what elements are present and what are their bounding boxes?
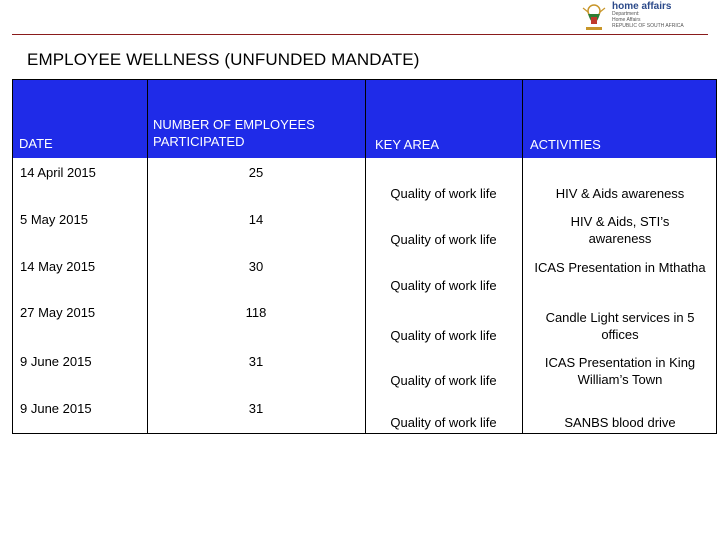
cell-activity: HIV & Aids awareness: [555, 186, 685, 201]
cell-key-area: Quality of work life: [390, 415, 497, 430]
cell-employees: 118: [245, 305, 267, 320]
cell-date: 9 June 2015: [20, 354, 92, 369]
page-title: EMPLOYEE WELLNESS (UNFUNDED MANDATE): [27, 50, 420, 69]
header-employees: NUMBER OF EMPLOYEES PARTICIPATED: [153, 117, 315, 149]
coat-of-arms-icon: [580, 2, 608, 32]
cell-date: 14 April 2015: [20, 165, 96, 180]
logo-country: REPUBLIC OF SOUTH AFRICA: [612, 23, 684, 29]
column-divider: [522, 80, 523, 433]
logo-text: [612, 3, 684, 29]
column-divider: [365, 80, 366, 433]
cell-employees: 30: [248, 259, 264, 274]
cell-employees: 31: [248, 401, 264, 416]
cell-key-area: Quality of work life: [390, 232, 497, 247]
logo-dept-name: Home Affairs: [612, 17, 641, 23]
cell-employees: 31: [248, 354, 264, 369]
cell-date: 27 May 2015: [20, 305, 96, 320]
header-date: DATE: [19, 136, 53, 151]
cell-employees: 25: [248, 165, 264, 180]
header-key-area: KEY AREA: [375, 137, 440, 152]
cell-date: 5 May 2015: [20, 212, 88, 227]
cell-date: 14 May 2015: [20, 259, 96, 274]
cell-activity: Candle Light services in 5 offices: [545, 310, 695, 342]
cell-key-area: Quality of work life: [390, 278, 497, 293]
logo-dept: Department:: [612, 11, 640, 17]
cell-key-area: Quality of work life: [390, 328, 497, 343]
department-logo: [580, 2, 708, 32]
cell-activity: ICAS Presentation in King William’s Town: [544, 355, 696, 387]
cell-activity: SANBS blood drive: [564, 415, 676, 430]
header-rule: [12, 34, 708, 35]
header-activities: ACTIVITIES: [530, 137, 601, 152]
cell-key-area: Quality of work life: [390, 373, 497, 388]
cell-employees: 14: [248, 212, 264, 227]
cell-activity: HIV & Aids, STI’s awareness: [570, 214, 670, 246]
logo-brand: home affairs: [612, 1, 672, 12]
wellness-table: [12, 79, 717, 434]
cell-activity: ICAS Presentation in Mthatha: [534, 260, 706, 275]
column-divider: [147, 80, 148, 433]
cell-date: 9 June 2015: [20, 401, 92, 416]
cell-key-area: Quality of work life: [390, 186, 497, 201]
